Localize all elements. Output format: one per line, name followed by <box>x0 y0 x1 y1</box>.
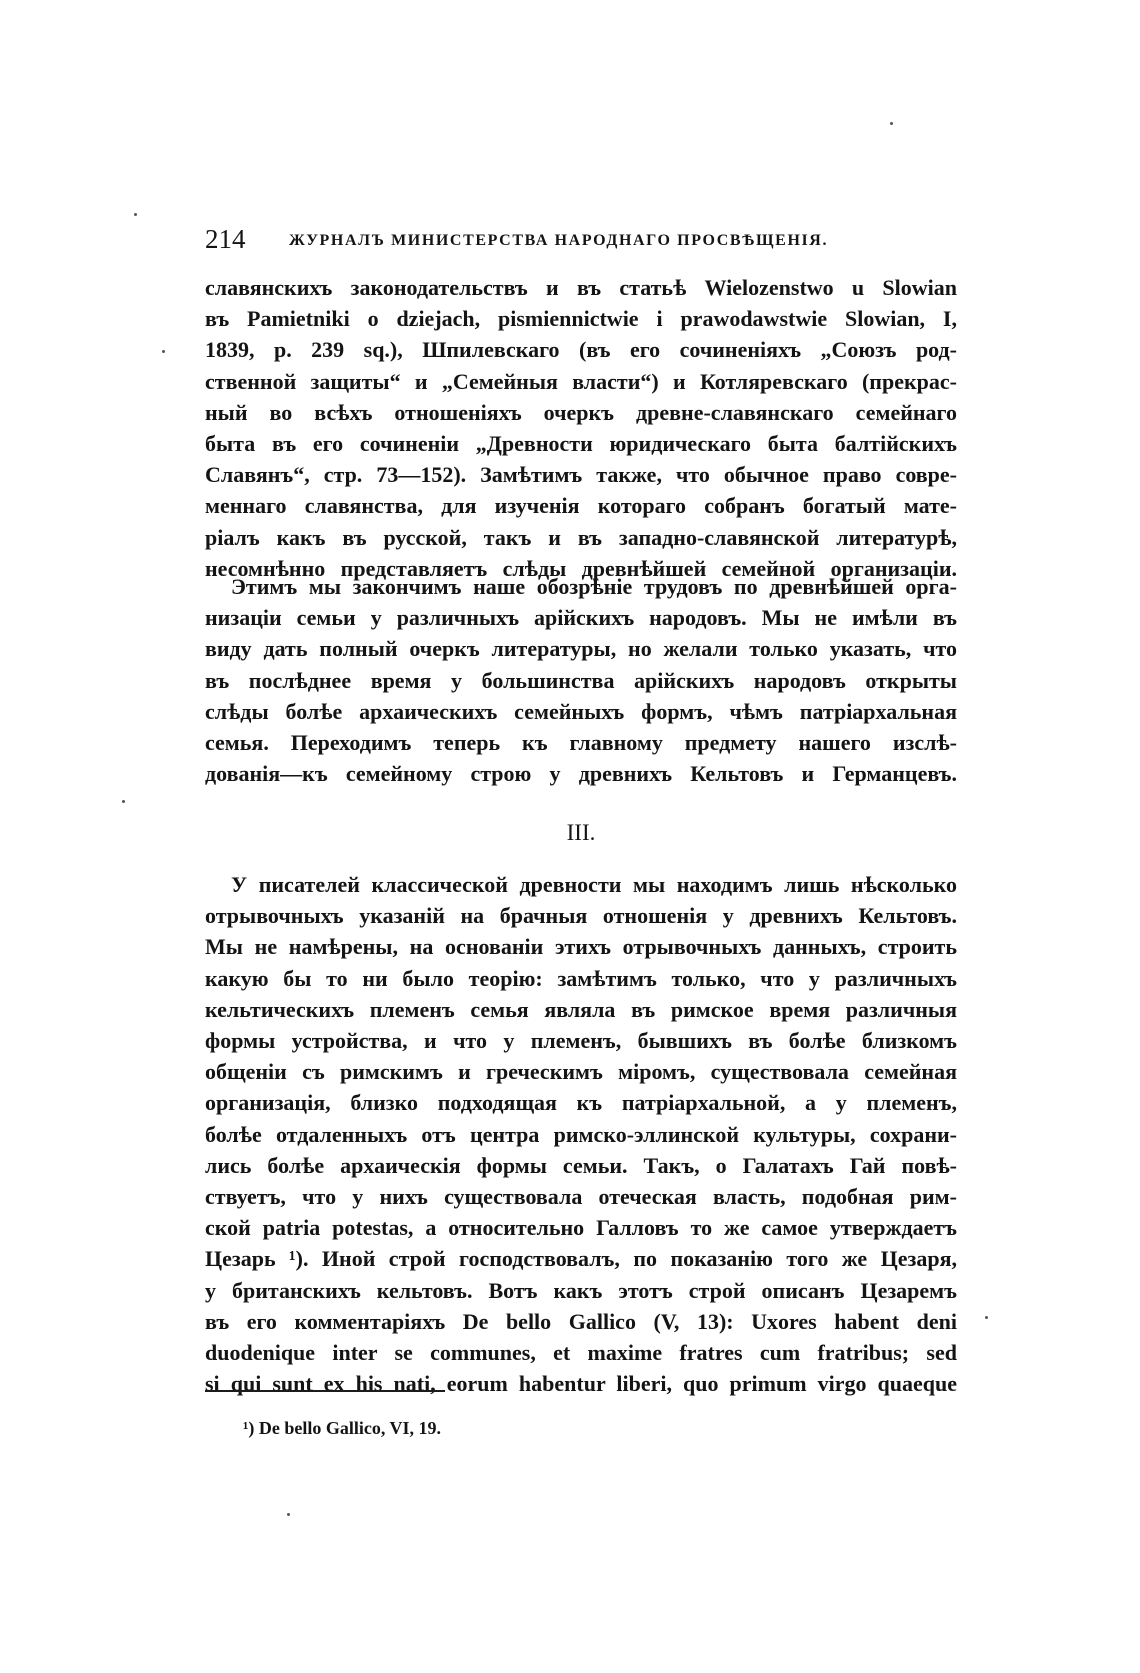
text-line: въ Pamietniki o dziejach, pismiennictwie i prawodawstwie Slowian, I, <box>205 306 957 332</box>
text-line: болѣе отдаленныхъ отъ центра римско-эллинской культуры, сохрани- <box>205 1121 957 1147</box>
text-line: ный во всѣхъ отношеніяхъ очеркъ древне-славянскаго семейнаго <box>205 399 957 425</box>
text-line: низаціи семьи у различныхъ арійскихъ народовъ. Мы не имѣли въ <box>205 605 957 631</box>
text-line: несомнѣнно представляетъ слѣды древнѣйшей семейной организаціи. <box>205 555 957 581</box>
text-line: организація, близко подходящая къ патріархальной, а у племенъ, <box>205 1090 957 1116</box>
text-line: отрывочныхъ указаній на брачныя отношенія у древнихъ Кельтовъ. <box>205 903 957 929</box>
text-line: какую бы то ни было теорію: замѣтимъ только, что у различныхъ <box>205 965 957 991</box>
text-line: Славянъ“, стр. 73—152). Замѣтимъ также, что обычное право совре- <box>205 462 957 488</box>
text-line: si qui sunt ex his nati, eorum habentur liberi, quo primum virgo quaeque <box>205 1371 957 1397</box>
book-page <box>205 0 957 1673</box>
text-line: въ его комментаріяхъ De bello Gallico (V, 13): Uxores habent deni <box>205 1308 957 1334</box>
text-line: семья. Переходимъ теперь къ главному предмету нашего изслѣ- <box>205 730 957 756</box>
text-line: меннаго славянства, для изученія котораго собранъ богатый мате- <box>205 493 957 519</box>
text-line: ственной защиты“ и „Семейныя власти“) и Котляревскаго (прекрас- <box>205 368 957 394</box>
footnote-text: De bello Gallico, VI, 19. <box>258 1418 442 1438</box>
text-line: ской patria potestas, а относительно Галловъ то же самое утверждаетъ <box>205 1215 957 1241</box>
footnote-marker: ¹) <box>243 1418 255 1438</box>
text-line: Этимъ мы закончимъ наше обозрѣніе трудовъ по древнѣйшей орга- <box>231 574 957 599</box>
text-line: 1839, p. 239 sq.), Шпилевскаго (въ его сочиненіяхъ „Союзъ род- <box>205 337 957 363</box>
text-line: ріалъ какъ въ русской, такъ и въ западно-славянской литературѣ, <box>205 524 957 550</box>
text-line: лись болѣе архаическія формы семьи. Такъ, о Галатахъ Гай повѣ- <box>205 1152 957 1178</box>
text-line: слѣды болѣе архаическихъ семейныхъ формъ, чѣмъ патріархальная <box>205 698 957 724</box>
footnote <box>243 1415 441 1441</box>
paragraph-1 <box>205 272 957 584</box>
text-line: duodenique inter se communes, et maxime fratres cum fratribus; sed <box>205 1340 957 1366</box>
text-line: общеніи съ римскимъ и греческимъ міромъ, существовала семейная <box>205 1059 957 1085</box>
text-line: ствуетъ, что у нихъ существовала отеческая власть, подобная рим- <box>205 1184 957 1210</box>
section-heading: III. <box>566 820 596 845</box>
scan-speck <box>122 800 125 803</box>
journal-title: ЖУРНАЛЪ МИНИСТЕРСТВА НАРОДНАГО ПРОСВѢЩЕНІЯ. <box>289 232 829 249</box>
text-line: У писателей классической древности мы находимъ лишь нѣсколько <box>231 872 957 897</box>
text-line: Цезарь ¹). Иной строй господствовалъ, по показанію того же Цезаря, <box>205 1246 957 1272</box>
text-line: формы устройства, и что у племенъ, бывшихъ въ болѣе близкомъ <box>205 1028 957 1054</box>
text-line: въ послѣднее время у большинства арійскихъ народовъ открыты <box>205 667 957 693</box>
text-line: славянскихъ законодательствъ и въ статьѣ Wielozenstwo u Slowian <box>205 275 957 300</box>
text-line: у британскихъ кельтовъ. Вотъ какъ этотъ строй описанъ Цезаремъ <box>205 1277 957 1303</box>
scan-speck <box>985 1316 988 1319</box>
text-line: быта въ его сочиненіи „Древности юридическаго быта балтійскихъ <box>205 431 957 457</box>
text-line: Мы не намѣрены, на основаніи этихъ отрывочныхъ данныхъ, строить <box>205 934 957 960</box>
scan-speck <box>134 213 137 216</box>
paragraph-2 <box>205 571 957 789</box>
text-line: дованія—къ семейному строю у древнихъ Кельтовъ и Германцевъ. <box>205 761 957 787</box>
scan-speck <box>287 1513 290 1516</box>
running-head <box>205 222 957 256</box>
page-number: 214 <box>205 224 246 254</box>
scan-speck <box>162 350 165 353</box>
scan-speck <box>890 122 893 125</box>
text-line: виду дать полный очеркъ литературы, но желали только указать, что <box>205 636 957 662</box>
footnote-divider <box>205 1390 445 1392</box>
text-line: кельтическихъ племенъ семья являла въ римское время различныя <box>205 996 957 1022</box>
paragraph-3 <box>205 869 957 1399</box>
